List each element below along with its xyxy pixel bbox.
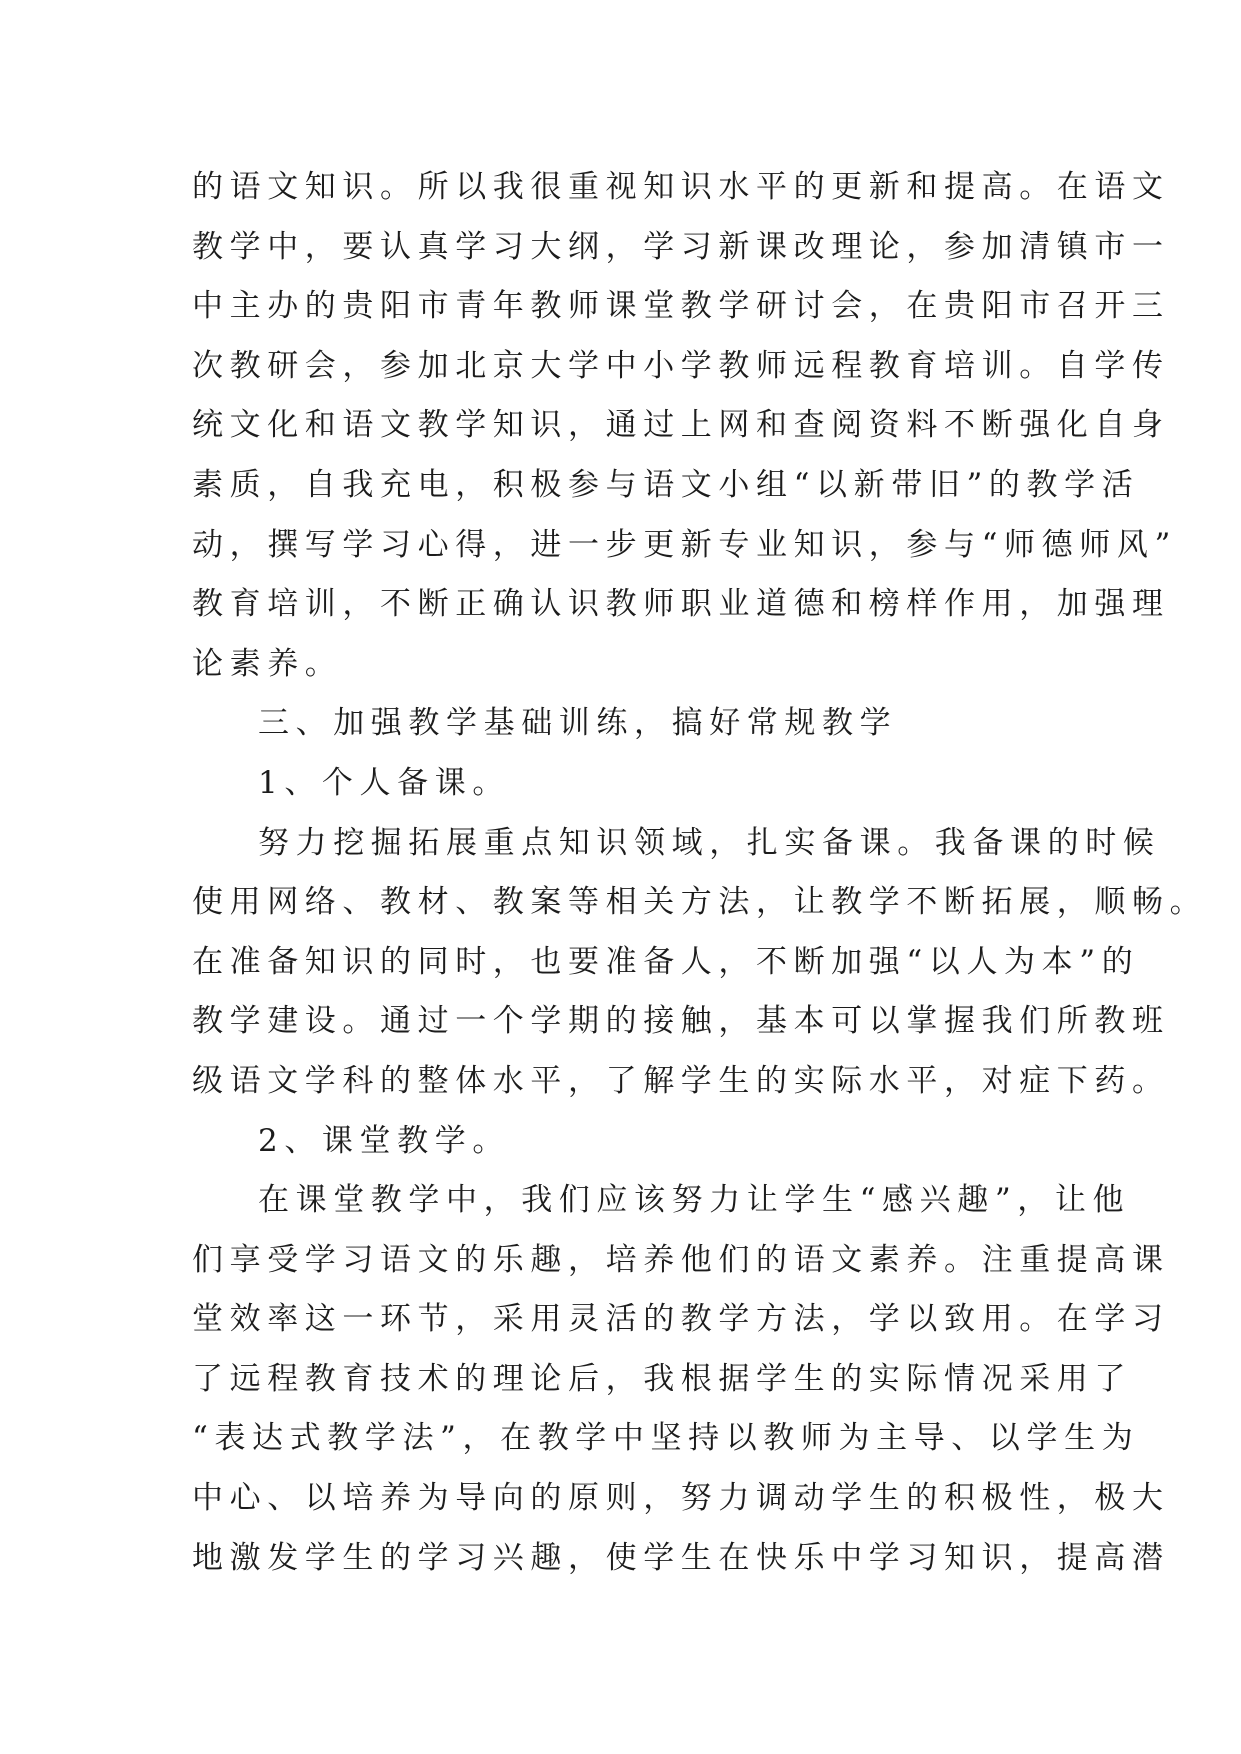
text-line: 的语文知识。所以我很重视知识水平的更新和提高。在语文 — [192, 169, 1170, 205]
document-page — [192, 158, 1208, 1588]
text-line: 级语文学科的整体水平，了解学生的实际水平，对症下药。 — [192, 1062, 1170, 1099]
text-line: 论素养。 — [192, 645, 343, 682]
text-line: “表达式教学法”，在教学中坚持以教师为主导、以学生为 — [192, 1420, 1140, 1457]
text-line: 中主办的贵阳市青年教师课堂教学研讨会，在贵阳市召开三 — [192, 288, 1170, 325]
text-line: 中心、以培养为导向的原则，努力调动学生的积极性，极大 — [192, 1480, 1170, 1517]
text-line: 教育培训，不断正确认识教师职业道德和榜样作用，加强理 — [192, 586, 1170, 623]
text-line: 堂效率这一环节，采用灵活的教学方法，学以致用。在学习 — [192, 1301, 1170, 1338]
text-line: 了远程教育技术的理论后，我根据学生的实际情况采用了 — [192, 1360, 1132, 1397]
text-line: 在课堂教学中，我们应该努力让学生“感兴趣”，让他 — [258, 1182, 1131, 1219]
text-line: 动，撰写学习心得，进一步更新专业知识，参与“师德师风” — [192, 526, 1177, 563]
text-line: 教学中，要认真学习大纲，学习新课改理论，参加清镇市一 — [192, 228, 1170, 265]
text-line: 在准备知识的同时，也要准备人，不断加强“以人为本”的 — [192, 943, 1140, 980]
text-line: 三、加强教学基础训练，搞好常规教学 — [258, 705, 898, 742]
text-line: 们享受学习语文的乐趣，培养他们的语文素养。注重提高课 — [192, 1241, 1170, 1278]
text-line: 2、课堂教学。 — [258, 1122, 510, 1159]
text-line: 次教研会，参加北京大学中小学教师远程教育培训。自学传 — [192, 347, 1170, 384]
text-line: 素质，自我充电，积极参与语文小组“以新带旧”的教学活 — [192, 466, 1140, 503]
text-line: 努力挖掘拓展重点知识领域，扎实备课。我备课的时候 — [258, 824, 1161, 861]
text-line: 1、个人备课。 — [258, 764, 510, 801]
text-line: 教学建设。通过一个学期的接触，基本可以掌握我们所教班 — [192, 1003, 1170, 1040]
text-line: 统文化和语文教学知识，通过上网和查阅资料不断强化自身 — [192, 407, 1170, 444]
text-line: 使用网络、教材、教案等相关方法，让教学不断拓展，顺畅。 — [192, 884, 1208, 921]
text-line: 地激发学生的学习兴趣，使学生在快乐中学习知识，提高潜 — [192, 1539, 1170, 1576]
